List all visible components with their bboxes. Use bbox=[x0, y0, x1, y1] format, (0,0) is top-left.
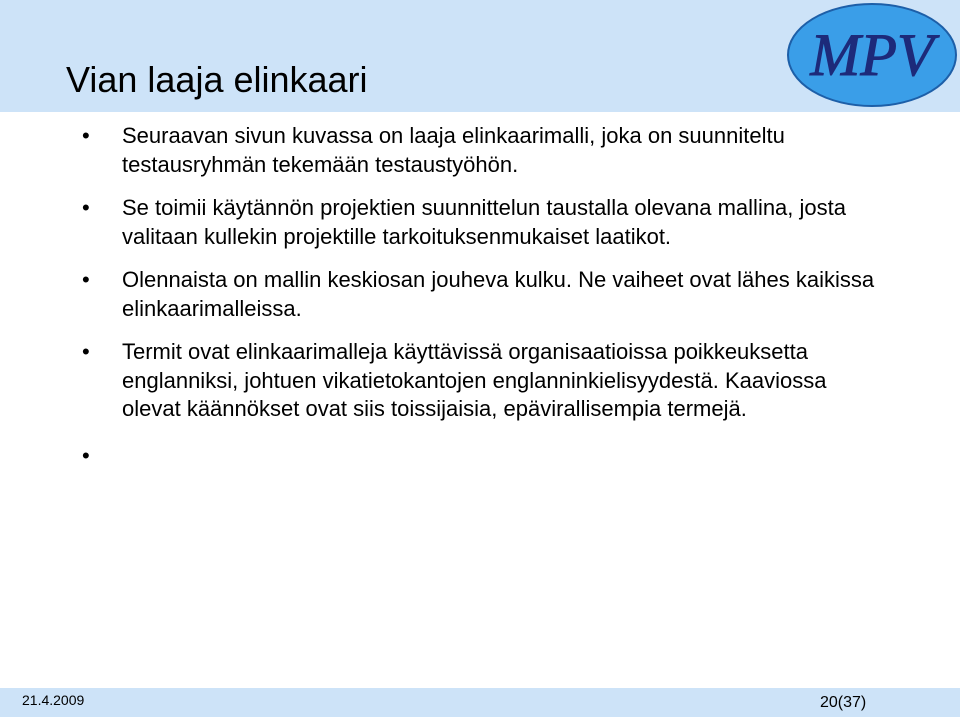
bullet-text: Se toimii käytännön projektien suunnittelun taustalla olevana mallina, josta valitaan kullekin projektille tarkoituksenmukaiset laatikot. bbox=[122, 195, 846, 249]
bullet-text: Seuraavan sivun kuvassa on laaja elinkaarimalli, joka on suunniteltu testausryhmän tekemään testaustyöhön. bbox=[122, 123, 785, 177]
bullet-item bbox=[0, 194, 960, 251]
bullet-text: Termit ovat elinkaarimalleja käyttävissä organisaatioissa poikkeuksetta englanniksi, johtuen vikatietokantojen englanninkielisyydestä. Kaaviossa olevat käännökset ovat siis toissijaisia, epävirallisempia termejä. bbox=[122, 339, 827, 421]
bullet-text: Olennaista on mallin keskiosan jouheva kulku. Ne vaiheet ovat lähes kaikissa elinkaarimalleissa. bbox=[122, 267, 875, 321]
bullet-item bbox=[0, 122, 960, 179]
bullet-item bbox=[0, 338, 960, 424]
bullet-dot-icon: • bbox=[82, 442, 90, 468]
bullet-item-empty bbox=[0, 442, 960, 471]
bullet-dot-icon: • bbox=[82, 339, 90, 364]
footer-band bbox=[0, 688, 960, 717]
slide-title: Vian laaja elinkaari bbox=[66, 59, 368, 100]
bullet-item bbox=[0, 266, 960, 323]
logo-text: MPV bbox=[810, 22, 934, 88]
bullet-dot-icon: • bbox=[82, 267, 90, 292]
footer-date: 21.4.2009 bbox=[22, 692, 85, 708]
bullet-dot-icon: • bbox=[82, 195, 90, 220]
page-number: 20(37) bbox=[820, 694, 867, 711]
bullet-dot-icon: • bbox=[82, 123, 90, 148]
bullet-list bbox=[0, 122, 960, 485]
mpv-logo bbox=[786, 2, 958, 108]
